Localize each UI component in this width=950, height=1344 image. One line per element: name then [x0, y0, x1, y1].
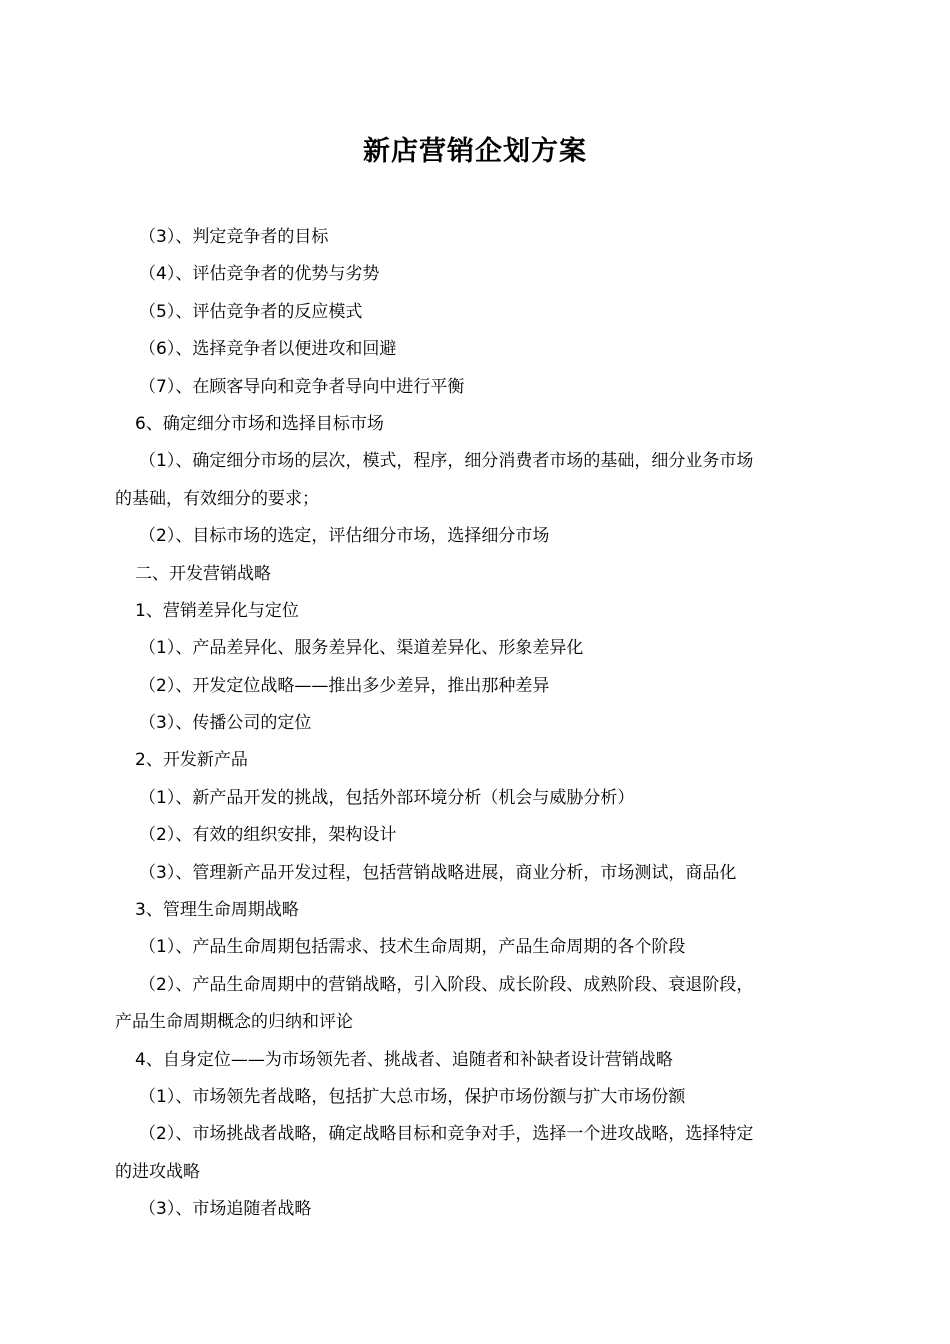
paragraph-line-continuation: 产品生命周期概念的归纳和评论	[115, 1012, 353, 1033]
section-heading: 2、开发新产品	[135, 750, 248, 771]
paragraph-line: （2）、产品生命周期中的营销战略，引入阶段、成长阶段、成熟阶段、衰退阶段，	[139, 974, 754, 995]
paragraph-line: （3）、市场追随者战略	[139, 1199, 312, 1220]
paragraph-line: （6）、选择竞争者以便进攻和回避	[139, 339, 397, 360]
section-heading: 3、管理生命周期战略	[135, 900, 299, 921]
paragraph-line: （3）、传播公司的定位	[139, 713, 312, 734]
section-heading: 1、营销差异化与定位	[135, 600, 299, 621]
paragraph-line: （2）、开发定位战略——推出多少差异，推出那种差异	[139, 675, 550, 696]
chapter-heading: 二、开发营销战略	[135, 563, 271, 584]
paragraph-line: （1）、市场领先者战略，包括扩大总市场，保护市场份额与扩大市场份额	[139, 1086, 686, 1107]
paragraph-line-continuation: 的基础，有效细分的要求；	[115, 488, 319, 509]
paragraph-line: （2）、有效的组织安排，架构设计	[139, 825, 397, 846]
paragraph-line: （1）、确定细分市场的层次，模式，程序，细分消费者市场的基础，细分业务市场	[139, 451, 754, 472]
paragraph-line: （3）、判定竞争者的目标	[139, 227, 329, 247]
paragraph-line-continuation: 的进攻战略	[115, 1161, 200, 1182]
paragraph-line: （1）、产品差异化、服务差异化、渠道差异化、形象差异化	[139, 638, 584, 659]
document-body	[115, 219, 840, 1229]
paragraph-line: （3）、管理新产品开发过程，包括营销战略进展，商业分析，市场测试，商品化	[139, 862, 737, 883]
document-title: 新店营销企划方案	[363, 136, 587, 167]
paragraph-line: （5）、评估竞争者的反应模式	[139, 301, 363, 322]
paragraph-line: （2）、市场挑战者战略，确定战略目标和竞争对手，选择一个进攻战略，选择特定	[139, 1124, 754, 1145]
paragraph-line: （2）、目标市场的选定，评估细分市场，选择细分市场	[139, 526, 550, 547]
section-heading: 6、确定细分市场和选择目标市场	[135, 413, 384, 434]
paragraph-line: （7）、在顾客导向和竞争者导向中进行平衡	[139, 376, 465, 397]
paragraph-line: （1）、新产品开发的挑战，包括外部环境分析（机会与威胁分析）	[139, 787, 635, 808]
paragraph-line: （1）、产品生命周期包括需求、技术生命周期，产品生命周期的各个阶段	[139, 937, 686, 958]
section-heading: 4、自身定位——为市场领先者、挑战者、追随者和补缺者设计营销战略	[135, 1049, 673, 1070]
paragraph-line: （4）、评估竞争者的优势与劣势	[139, 264, 380, 285]
